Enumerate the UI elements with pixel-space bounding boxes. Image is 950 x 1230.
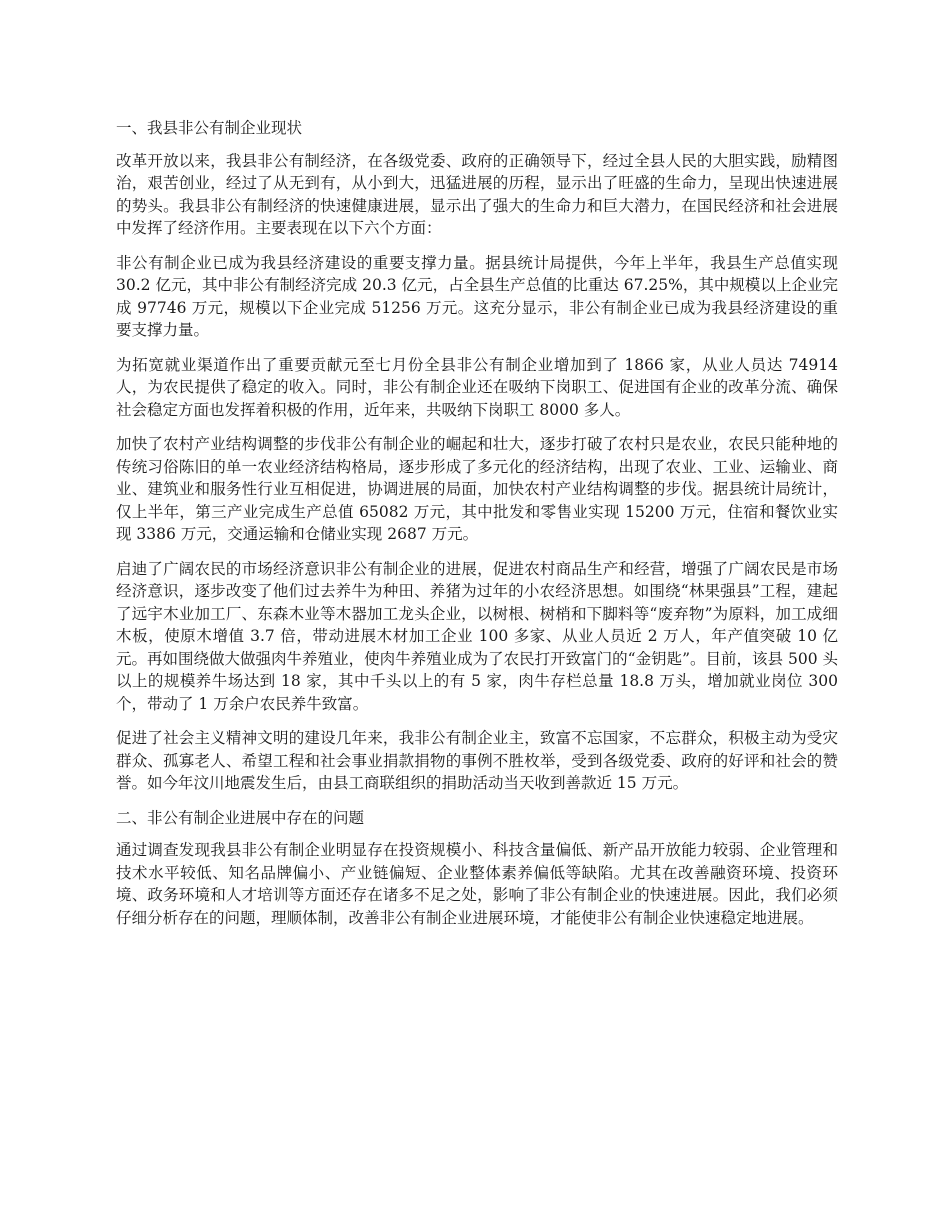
- paragraph-industrial-structure: 加快了农村产业结构调整的步伐非公有制企业的崛起和壮大，逐步打破了农村只是农业，农民只能种地的传统习俗陈旧的单一农业经济结构格局，逐步形成了多元化的经济结构，出现了农业、工业、运输业、商业、建筑业和服务性行业互相促进，协调进展的局面，加快农村产业结构调整的步伐。据县统计局统计，仅上半年，第三产业完成生产总值 65082 万元，其中批发和零售业实现 15200 万元，住宿和餐饮业实现 3386 万元，交通运输和仓储业实现 2687 万元。: [116, 435, 838, 543]
- paragraph-economic-support: 非公有制企业已成为我县经济建设的重要支撑力量。据县统计局提供，今年上半年，我县生产总值实现 30.2 亿元，其中非公有制经济完成 20.3 亿元，占全县生产总值的比重达 67.25%，其中规模以上企业完成 97746 万元，规模以下企业完成 51256 万元。这充分显示，非公有制企业已成为我县经济建设的重要支撑力量。: [116, 253, 838, 339]
- paragraph-market-awareness: 启迪了广阔农民的市场经济意识非公有制企业的进展，促进农村商品生产和经营，增强了广阔农民是市场经济意识，逐步改变了他们过去养牛为种田、养猪为过年的小农经济思想。如围绕“林果强县”工程，建起了远宇木业加工厂、东森木业等木器加工龙头企业，以树根、树梢和下脚料等“废弃物”为原料，加工成细木板，使原木增值 3.7 倍，带动进展木材加工企业 100 多家、从业人员近 2 万人，年产值突破 10 亿元。再如围绕做大做强肉牛养殖业，使肉牛养殖业成为了农民打开致富门的“金钥匙”。目前，该县 500 头以上的规模养牛场达到 18 家，其中千头以上的有 5 家，肉牛存栏总量 18.8 万头，增加就业岗位 300 个，带动了 1 万余户农民养牛致富。: [116, 559, 838, 713]
- section-heading-problems: 二、非公有制企业进展中存在的问题: [116, 808, 365, 827]
- paragraph-employment: 为拓宽就业渠道作出了重要贡献元至七月份全县非公有制企业增加到了 1866 家，从业人员达 74914 人，为农民提供了稳定的收入。同时，非公有制企业还在吸纳下岗职工、促进国有企业的改革分流、确保社会稳定方面也发挥着积极的作用，近年来，共吸纳下岗职工 8000 多人。: [116, 355, 838, 419]
- paragraph-intro: 改革开放以来，我县非公有制经济，在各级党委、政府的正确领导下，经过全县人民的大胆实践，励精图治，艰苦创业，经过了从无到有，从小到大，迅猛进展的历程，显示出了旺盛的生命力，呈现出快速进展的势头。我县非公有制经济的快速健康进展，显示出了强大的生命力和巨大潜力，在国民经济和社会进展中发挥了经济作用。主要表现在以下六个方面：: [116, 151, 838, 237]
- paragraph-problems: 通过调查发现我县非公有制企业明显存在投资规模小、科技含量偏低、新产品开放能力较弱、企业管理和技术水平较低、知名品牌偏小、产业链偏短、企业整体素养偏低等缺陷。尤其在改善融资环境、投资环境、政务环境和人才培训等方面还存在诸多不足之处，影响了非公有制企业的快速进展。因此，我们必须仔细分析存在的问题，理顺体制，改善非公有制企业进展环境，才能使非公有制企业快速稳定地进展。: [116, 841, 838, 927]
- paragraph-civilization: 促进了社会主义精神文明的建设几年来，我非公有制企业主，致富不忘国家，不忘群众，积极主动为受灾群众、孤寡老人、希望工程和社会事业捐款捐物的事例不胜枚举，受到各级党委、政府的好评和社会的赞誉。如今年汶川地震发生后，由县工商联组织的捐助活动当天收到善款近 15 万元。: [116, 729, 838, 792]
- document-body: [116, 117, 838, 941]
- section-heading-status: 一、我县非公有制企业现状: [116, 119, 303, 137]
